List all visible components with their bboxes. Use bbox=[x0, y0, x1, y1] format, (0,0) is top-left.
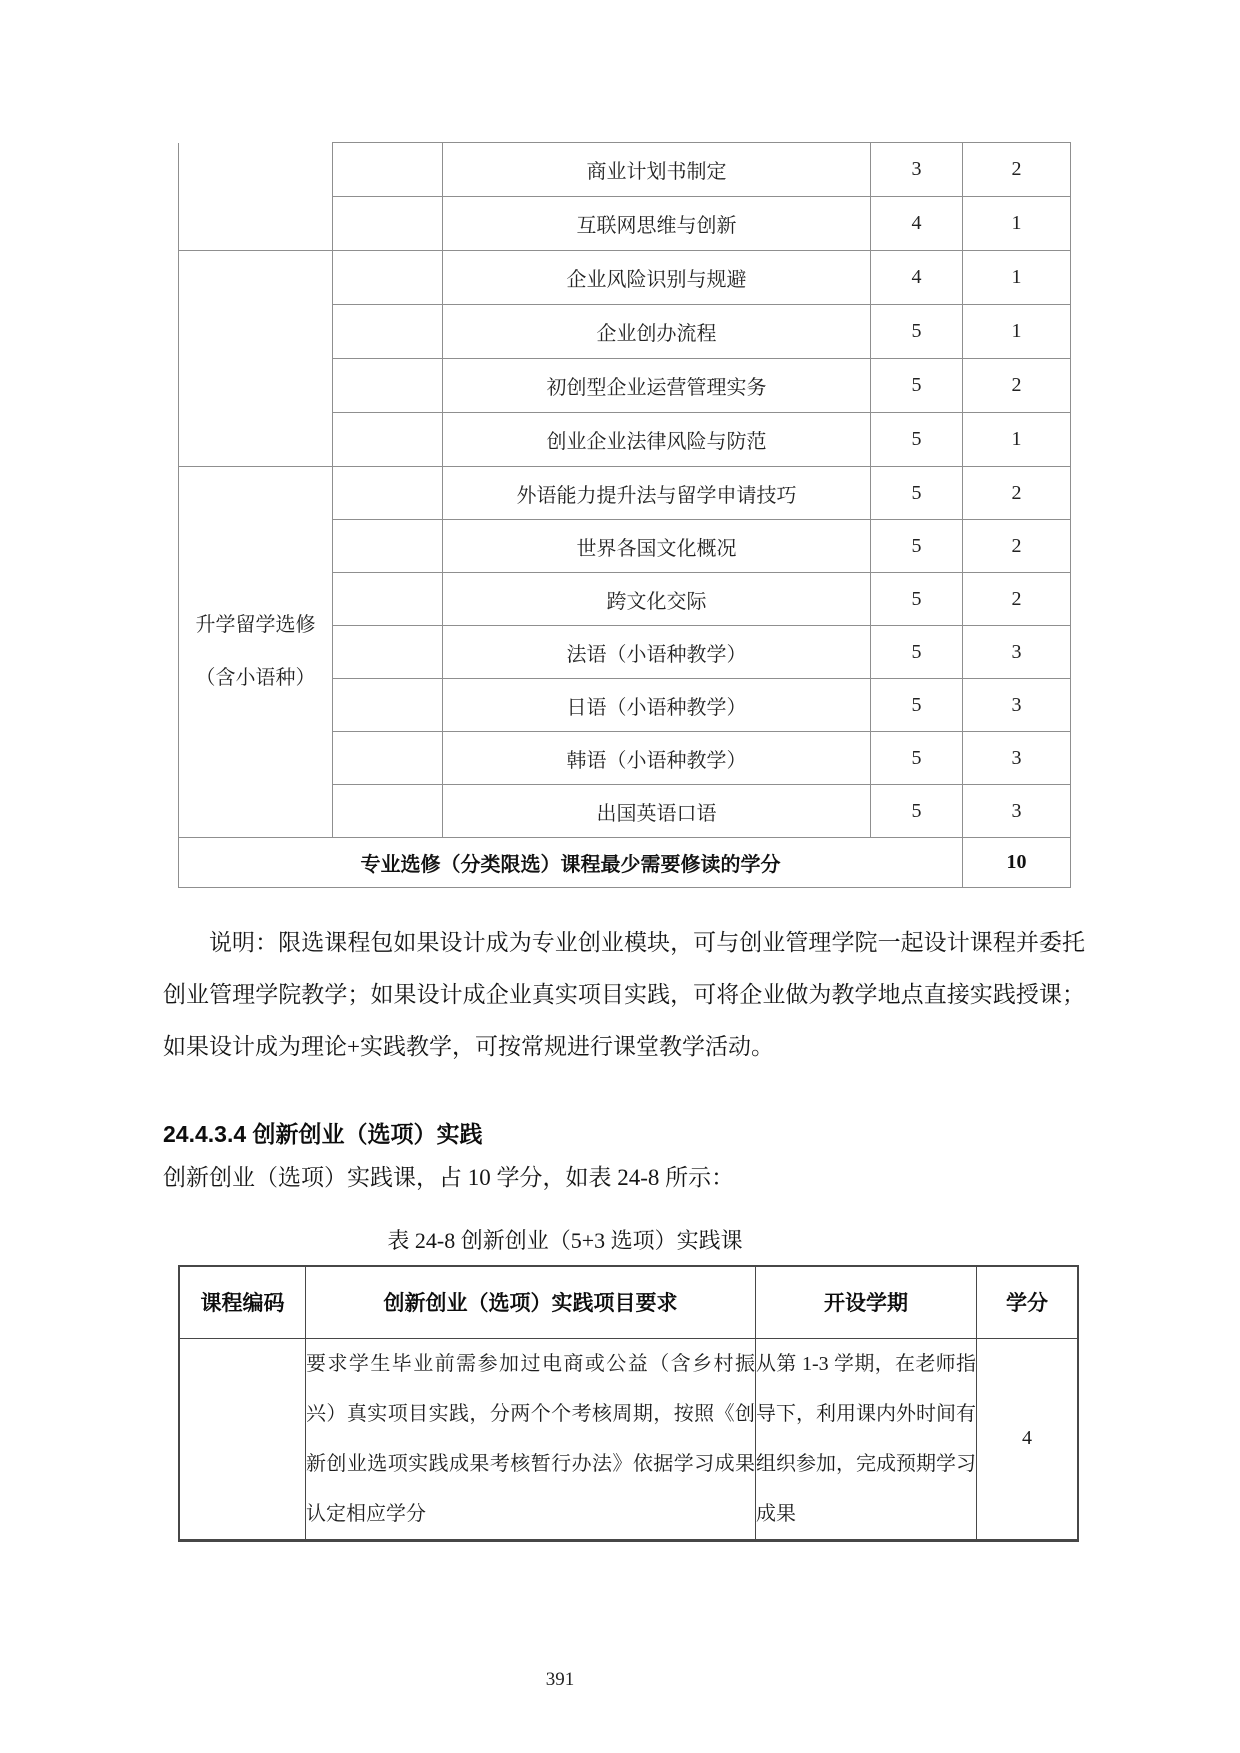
semester-cell: 5 bbox=[871, 413, 963, 467]
semester-cell: 5 bbox=[871, 679, 963, 732]
header-credits: 学分 bbox=[977, 1266, 1079, 1338]
course-cell: 初创型企业运营管理实务 bbox=[443, 359, 871, 413]
table-row bbox=[179, 251, 1071, 305]
header-semester: 开设学期 bbox=[756, 1266, 977, 1338]
credits-cell: 2 bbox=[963, 520, 1071, 573]
section-intro: 创新创业（选项）实践课，占 10 学分，如表 24-8 所示： bbox=[163, 1165, 735, 1190]
spacer-cell bbox=[333, 785, 443, 838]
course-cell: 世界各国文化概况 bbox=[443, 520, 871, 573]
credits-cell: 1 bbox=[963, 305, 1071, 359]
credits-cell: 4 bbox=[977, 1338, 1079, 1540]
page-number: 391 bbox=[545, 1669, 575, 1690]
table-header-row bbox=[179, 1266, 1078, 1338]
elective-course-table bbox=[178, 142, 1071, 888]
course-cell: 跨文化交际 bbox=[443, 573, 871, 626]
credits-cell: 1 bbox=[963, 251, 1071, 305]
table-row bbox=[179, 143, 1071, 197]
spacer-cell bbox=[333, 467, 443, 520]
semester-cell: 5 bbox=[871, 626, 963, 679]
credits-cell: 3 bbox=[963, 679, 1071, 732]
course-cell: 外语能力提升法与留学申请技巧 bbox=[443, 467, 871, 520]
course-cell: 商业计划书制定 bbox=[443, 143, 871, 197]
course-cell: 企业风险识别与规避 bbox=[443, 251, 871, 305]
credits-cell: 2 bbox=[963, 143, 1071, 197]
course-cell: 企业创办流程 bbox=[443, 305, 871, 359]
semester-cell: 5 bbox=[871, 467, 963, 520]
semester-cell: 5 bbox=[871, 732, 963, 785]
table-caption: 表 24-8 创新创业（5+3 选项）实践课 bbox=[387, 1228, 743, 1253]
semester-cell: 5 bbox=[871, 359, 963, 413]
semester-cell: 5 bbox=[871, 785, 963, 838]
semester-cell: 5 bbox=[871, 520, 963, 573]
spacer-cell bbox=[333, 251, 443, 305]
credits-cell: 2 bbox=[963, 573, 1071, 626]
course-cell: 创业企业法律风险与防范 bbox=[443, 413, 871, 467]
header-requirement: 创新创业（选项）实践项目要求 bbox=[306, 1266, 756, 1338]
note-paragraph: 说明：限选课程包如果设计成为专业创业模块，可与创业管理学院一起设计课程并委托创业管理学院教学；如果设计成企业真实项目实践，可将企业做为教学地点直接实践授课；如果设计成为理论+实践教学，可按常规进行课堂教学活动。 bbox=[163, 930, 1085, 1059]
spacer-cell bbox=[333, 197, 443, 251]
semester-cell: 5 bbox=[871, 573, 963, 626]
credits-cell: 2 bbox=[963, 467, 1071, 520]
spacer-cell bbox=[333, 413, 443, 467]
semester-cell: 5 bbox=[871, 305, 963, 359]
table-footer-row bbox=[179, 838, 1071, 888]
spacer-cell bbox=[333, 626, 443, 679]
category-cell: 升学留学选修（含小语种） bbox=[179, 467, 333, 838]
spacer-cell bbox=[333, 520, 443, 573]
spacer-cell bbox=[333, 573, 443, 626]
course-code-cell bbox=[179, 1338, 306, 1540]
header-course-code: 课程编码 bbox=[179, 1266, 306, 1338]
min-credits-value: 10 bbox=[963, 838, 1071, 888]
course-cell: 法语（小语种教学） bbox=[443, 626, 871, 679]
table-row bbox=[179, 467, 1071, 520]
semester-cell: 4 bbox=[871, 251, 963, 305]
min-credits-label: 专业选修（分类限选）课程最少需要修读的学分 bbox=[179, 838, 963, 888]
spacer-cell bbox=[333, 679, 443, 732]
credits-cell: 2 bbox=[963, 359, 1071, 413]
course-cell: 日语（小语种教学） bbox=[443, 679, 871, 732]
course-cell: 韩语（小语种教学） bbox=[443, 732, 871, 785]
semester-cell: 3 bbox=[871, 143, 963, 197]
credits-cell: 1 bbox=[963, 413, 1071, 467]
spacer-cell bbox=[333, 143, 443, 197]
credits-cell: 3 bbox=[963, 785, 1071, 838]
semester-cell: 4 bbox=[871, 197, 963, 251]
spacer-cell bbox=[333, 732, 443, 785]
spacer-cell bbox=[333, 359, 443, 413]
credits-cell: 3 bbox=[963, 732, 1071, 785]
practice-course-table bbox=[178, 1265, 1079, 1542]
course-cell: 互联网思维与创新 bbox=[443, 197, 871, 251]
spacer-cell bbox=[333, 305, 443, 359]
course-cell: 出国英语口语 bbox=[443, 785, 871, 838]
category-cell-empty bbox=[179, 251, 333, 467]
credits-cell: 1 bbox=[963, 197, 1071, 251]
section-heading: 24.4.3.4 创新创业（选项）实践 bbox=[163, 1121, 483, 1147]
requirement-cell: 要求学生毕业前需参加过电商或公益（含乡村振兴）真实项目实践，分两个个考核周期，按照《创新创业选项实践成果考核暂行办法》依据学习成果认定相应学分 bbox=[306, 1338, 756, 1540]
category-cell-empty bbox=[179, 143, 333, 251]
credits-cell: 3 bbox=[963, 626, 1071, 679]
table-row bbox=[179, 1338, 1078, 1540]
semester-cell: 从第 1-3 学期，在老师指导下，利用课内外时间有组织参加，完成预期学习成果 bbox=[756, 1338, 977, 1540]
